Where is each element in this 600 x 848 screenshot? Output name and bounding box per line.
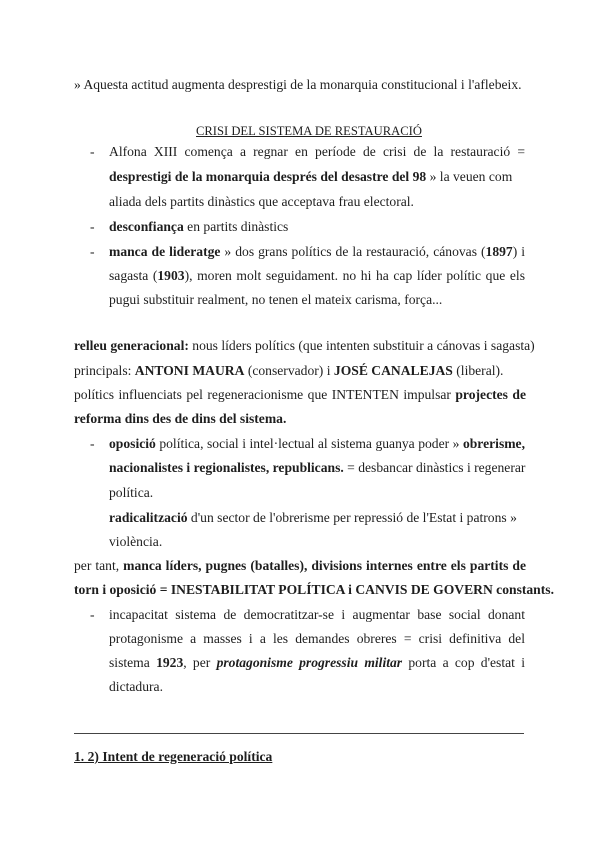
b5-line-2: protagonisme a masses i a les demandes obreres = crisi definitiva del: [109, 631, 525, 646]
intro-line: » Aquesta actitud augmenta desprestigi de la monarquia constitucional i l'aflebeix.: [74, 77, 522, 92]
b3-line-3: pugui substituir realment, no tenen el mateix carisma, força...: [109, 292, 443, 307]
b4-line-3: política.: [109, 485, 154, 500]
b4-line-2: nacionalistes i regionalistes, republicans. = desbancar dinàstics i regenerar: [109, 460, 526, 475]
regen-line-1: polítics influenciats pel regeneracionisme que INTENTEN impulsar projectes de: [74, 387, 526, 402]
b3-line-2: sagasta (1903), moren molt seguidament. no hi ha cap líder polític que els: [109, 268, 525, 283]
relleu-line-2: principals: ANTONI MAURA (conservador) i JOSÉ CANALEJAS (liberal).: [74, 363, 504, 378]
b4-line-4: radicalització d'un sector de l'obrerisme per repressió de l'Estat i patrons »: [109, 510, 517, 525]
horizontal-rule: [74, 733, 524, 734]
pertant-line-2: torn i oposició = INESTABILITAT POLÍTICA i CANVIS DE GOVERN constants.: [74, 582, 554, 597]
b5-line-3: sistema 1923, per protagonisme progressiu militar porta a cop d'estat i: [109, 655, 525, 670]
b2-line: desconfiança en partits dinàstics: [109, 219, 289, 234]
bullet-dash: -: [90, 144, 95, 159]
b5-line-4: dictadura.: [109, 679, 163, 694]
b4-line-5: violència.: [109, 534, 163, 549]
section-heading-1-2: 1. 2) Intent de regeneració política: [74, 749, 273, 764]
b1-line-2: desprestigi de la monarquia després del desastre del 98 » la veuen com: [109, 169, 513, 184]
b1-line-1: Alfona XIII comença a regnar en període de crisi de la restauració =: [109, 144, 525, 159]
relleu-line-1: relleu generacional: nous líders polítics (que intenten substituir a cánovas i sagasta): [74, 338, 535, 353]
b3-line-1: manca de lideratge » dos grans polítics de la restauració, cánovas (1897) i: [109, 244, 526, 259]
bullet-dash: -: [90, 219, 95, 234]
b5-line-1: incapacitat sistema de democratitzar-se i augmentar base social donant: [109, 607, 525, 622]
pertant-line-1: per tant, manca líders, pugnes (batalles), divisions internes entre els partits de: [74, 558, 526, 573]
bullet-dash: -: [90, 436, 95, 451]
bullet-dash: -: [90, 244, 95, 259]
regen-line-2: reforma dins des de dins del sistema.: [74, 411, 287, 426]
b4-line-1: oposició política, social i intel·lectual al sistema guanya poder » obrerisme,: [109, 436, 525, 451]
b1-line-3: aliada dels partits dinàstics que acceptava frau electoral.: [109, 194, 414, 209]
section-title: CRISI DEL SISTEMA DE RESTAURACIÓ: [196, 124, 422, 138]
bullet-dash: -: [90, 607, 95, 622]
